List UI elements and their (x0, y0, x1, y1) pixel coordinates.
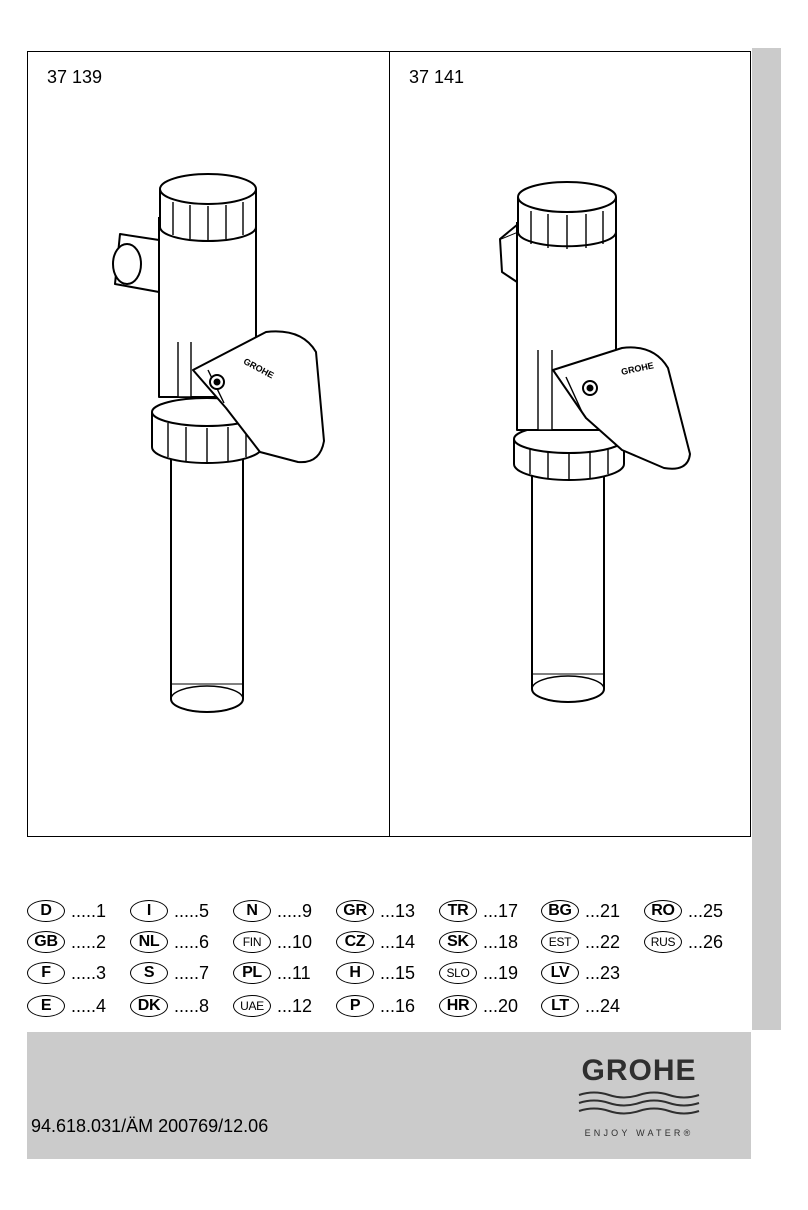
language-entry (27, 993, 106, 1019)
language-code-badge: H (336, 962, 374, 984)
language-entry (130, 993, 209, 1019)
language-entry (336, 960, 415, 986)
panel-model-37141 (390, 52, 750, 836)
language-entry (644, 929, 723, 955)
language-entry (130, 929, 209, 955)
language-page-ref: ...24 (585, 995, 621, 1016)
language-code-badge: GB (27, 931, 65, 953)
language-entry (130, 960, 209, 986)
language-code-badge: RO (644, 900, 682, 922)
language-page-ref: ...10 (277, 931, 313, 952)
language-page-ref: ...20 (483, 995, 519, 1016)
language-code-badge: GR (336, 900, 374, 922)
panel-model-37139 (28, 52, 390, 836)
language-page-ref: .....5 (174, 900, 210, 921)
language-page-ref: ...15 (380, 962, 416, 983)
language-entry (336, 898, 415, 924)
language-page-ref: .....9 (277, 900, 313, 921)
language-code-badge: PL (233, 962, 271, 984)
language-page-ref: .....3 (71, 962, 107, 983)
language-page-ref: .....1 (71, 900, 107, 921)
language-code-badge: CZ (336, 931, 374, 953)
language-code-badge: E (27, 995, 65, 1017)
figure-box (27, 51, 751, 837)
language-code-badge: EST (541, 931, 579, 953)
language-entry (541, 993, 620, 1019)
language-code-badge: FIN (233, 931, 271, 953)
model-number-right: 37 141 (409, 67, 465, 87)
language-page-ref: ...19 (483, 962, 519, 983)
grohe-logo (569, 1054, 709, 1144)
language-page-ref: ...23 (585, 962, 621, 983)
language-page-ref: ...17 (483, 900, 519, 921)
language-entry (439, 898, 518, 924)
language-page-ref: ...18 (483, 931, 519, 952)
language-code-badge: LT (541, 995, 579, 1017)
logo-tagline: ENJOY WATER® (584, 1128, 694, 1138)
language-entry (233, 898, 312, 924)
language-code-badge: S (130, 962, 168, 984)
language-entry (27, 960, 106, 986)
language-code-badge: TR (439, 900, 477, 922)
language-code-badge: SK (439, 931, 477, 953)
language-page-ref: .....4 (71, 995, 107, 1016)
language-entry (27, 898, 106, 924)
lever-brand-left: GROHE (241, 356, 276, 381)
language-page-ref: .....2 (71, 931, 107, 952)
language-page-ref: ...25 (688, 900, 724, 921)
language-page-ref: ...13 (380, 900, 416, 921)
language-code-badge: SLO (439, 962, 477, 984)
language-entry (27, 929, 106, 955)
language-code-badge: BG (541, 900, 579, 922)
language-entry (233, 993, 312, 1019)
language-code-badge: P (336, 995, 374, 1017)
language-page-ref: .....6 (174, 931, 210, 952)
model-number-left: 37 139 (47, 67, 103, 87)
language-entry (336, 993, 415, 1019)
language-entry (233, 929, 312, 955)
valve-illustration-left (28, 52, 389, 836)
language-page-ref: ...22 (585, 931, 621, 952)
language-entry (541, 960, 620, 986)
language-page-ref: ...21 (585, 900, 621, 921)
language-code-badge: D (27, 900, 65, 922)
language-code-badge: I (130, 900, 168, 922)
language-code-badge: DK (130, 995, 168, 1017)
language-code-badge: NL (130, 931, 168, 953)
language-entry (130, 898, 209, 924)
side-bar (752, 48, 781, 1030)
language-page-ref: ...26 (688, 931, 724, 952)
language-entry (439, 993, 518, 1019)
language-page-ref: ...16 (380, 995, 416, 1016)
language-page-ref: .....7 (174, 962, 210, 983)
language-page-ref: .....8 (174, 995, 210, 1016)
language-code-badge: LV (541, 962, 579, 984)
language-code-badge: UAE (233, 995, 271, 1017)
footer-band (27, 1032, 751, 1159)
language-entry (439, 960, 518, 986)
language-entry (644, 898, 723, 924)
waves-icon (577, 1090, 701, 1118)
language-entry (439, 929, 518, 955)
language-entry (336, 929, 415, 955)
logo-wordmark: GROHE (581, 1054, 697, 1087)
language-page-ref: ...14 (380, 931, 416, 952)
language-code-badge: RUS (644, 931, 682, 953)
language-page-ref: ...11 (277, 962, 311, 983)
lever-brand-right: GROHE (620, 360, 655, 377)
language-entry (541, 898, 620, 924)
valve-illustration-right (390, 52, 750, 836)
language-page-ref: ...12 (277, 995, 313, 1016)
language-code-badge: N (233, 900, 271, 922)
language-entry (541, 929, 620, 955)
language-code-badge: HR (439, 995, 477, 1017)
language-entry (233, 960, 311, 986)
document-number: 94.618.031/ÄM 200769/12.06 (31, 1116, 269, 1136)
language-code-badge: F (27, 962, 65, 984)
